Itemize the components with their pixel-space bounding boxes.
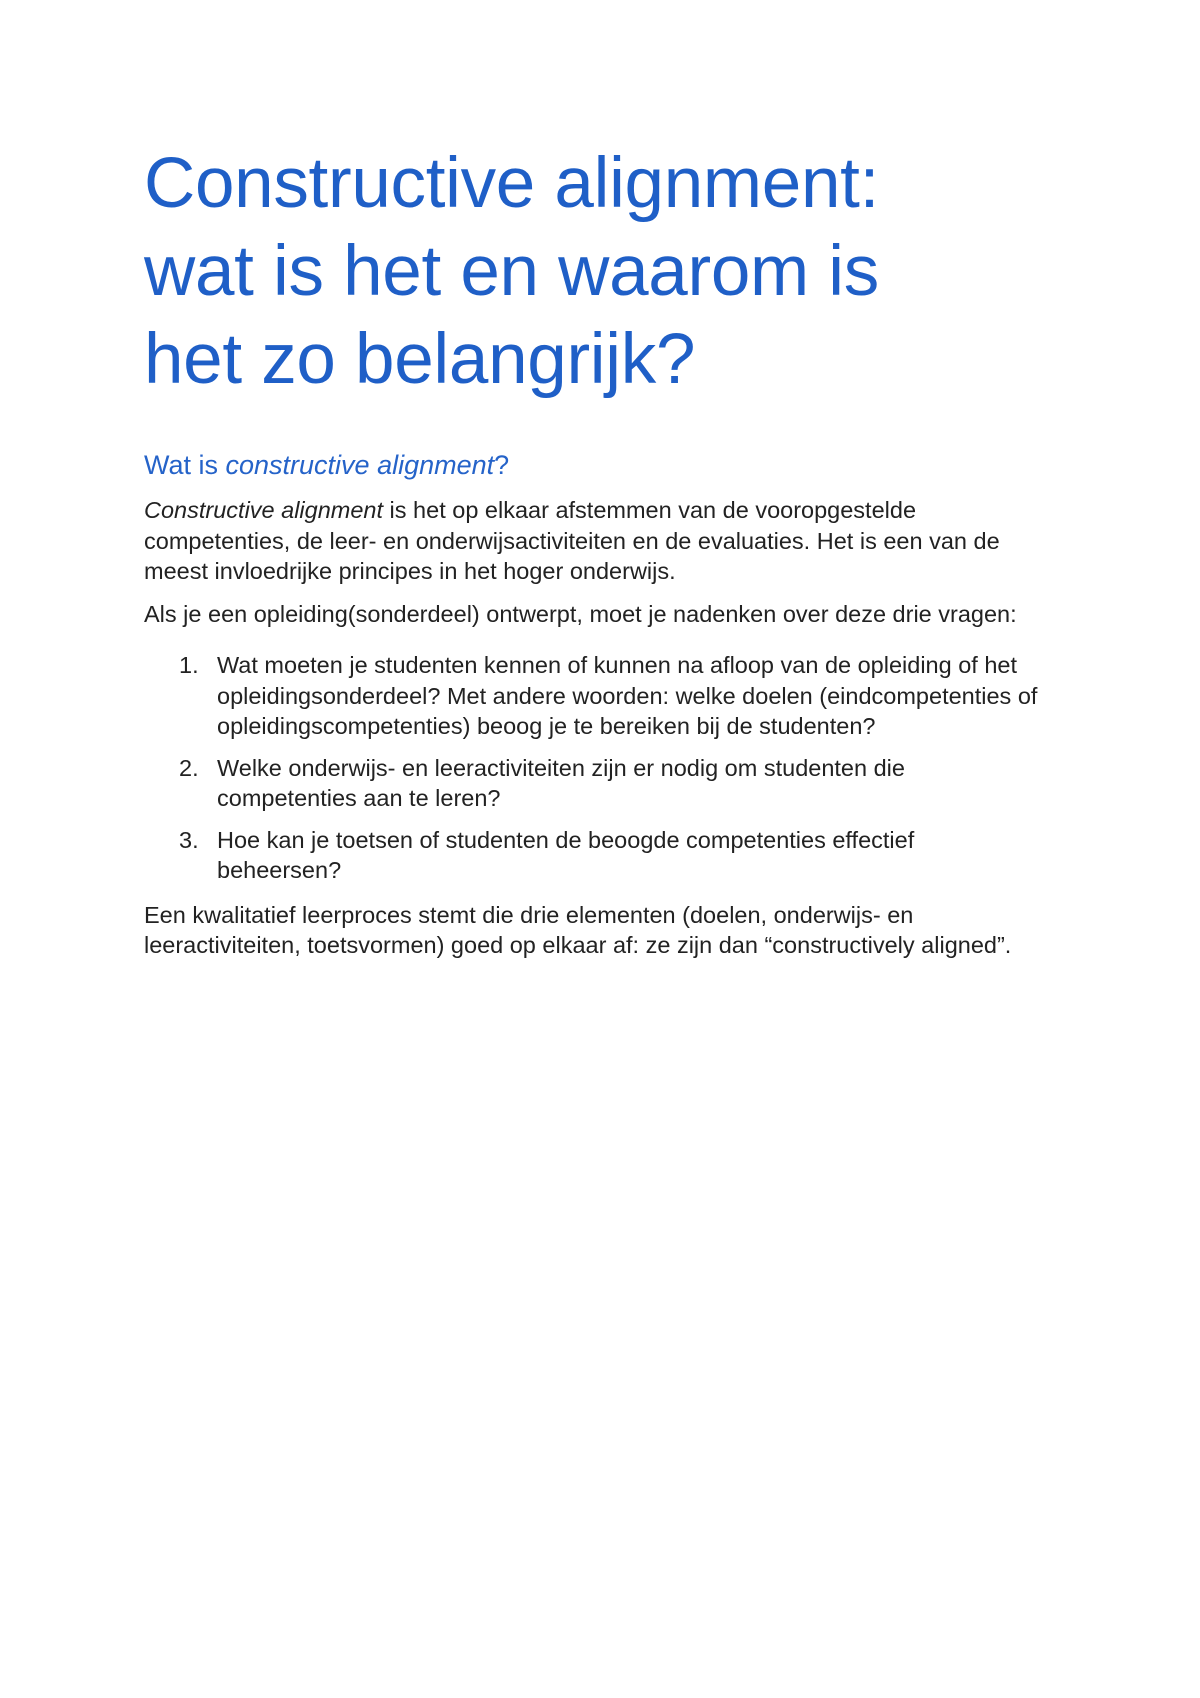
list-item-number: 2. <box>179 754 199 781</box>
title-line-2: wat is het en waarom is <box>144 232 879 311</box>
page-title <box>144 140 1044 404</box>
intro-paragraph-term: Constructive alignment <box>144 497 384 523</box>
list-item-number: 1. <box>179 652 199 678</box>
intro-paragraph-text: is het op elkaar afstemmen van de vooropgestelde competenties, de leer- en onderwijsactiviteiten en de evaluaties. Het is een van de meest invloedrijke principes in het hoger onderwijs. <box>144 497 1000 584</box>
section-heading <box>144 449 1044 481</box>
list-item <box>144 650 1044 742</box>
questions-list <box>144 650 1044 886</box>
section-heading-italic: constructive alignment <box>225 450 495 480</box>
document-page <box>144 140 1044 961</box>
title-line-1: Constructive alignment: <box>144 144 879 223</box>
list-item <box>144 753 1044 814</box>
list-item-text: Hoe kan je toetsen of studenten de beoogde competenties effectief beheersen? <box>217 826 915 883</box>
intro-paragraph <box>144 495 1044 587</box>
section-heading-prefix: Wat is <box>144 450 226 480</box>
list-item <box>144 825 1044 886</box>
conclusion-paragraph: Een kwalitatief leerproces stemt die drie elementen (doelen, onderwijs- en leeractiviteiten, toetsvormen) goed op elkaar af: ze zijn dan “constructively aligned”. <box>144 901 1012 958</box>
list-item-number: 3. <box>179 826 199 853</box>
title-line-3: het zo belangrijk? <box>144 320 696 399</box>
list-item-text: Wat moeten je studenten kennen of kunnen na afloop van de opleiding of het opleidingsonderdeel? Met andere woorden: welke doelen (eindcompetenties of opleidingscompetenties) beoog je te bereiken bij de studenten? <box>217 652 1038 739</box>
list-item-text: Welke onderwijs- en leeractiviteiten zijn er nodig om studenten die competenties aan te leren? <box>217 754 905 811</box>
section-heading-suffix: ? <box>494 450 510 480</box>
questions-intro-paragraph: Als je een opleiding(sonderdeel) ontwerpt, moet je nadenken over deze drie vragen: <box>144 600 1017 627</box>
